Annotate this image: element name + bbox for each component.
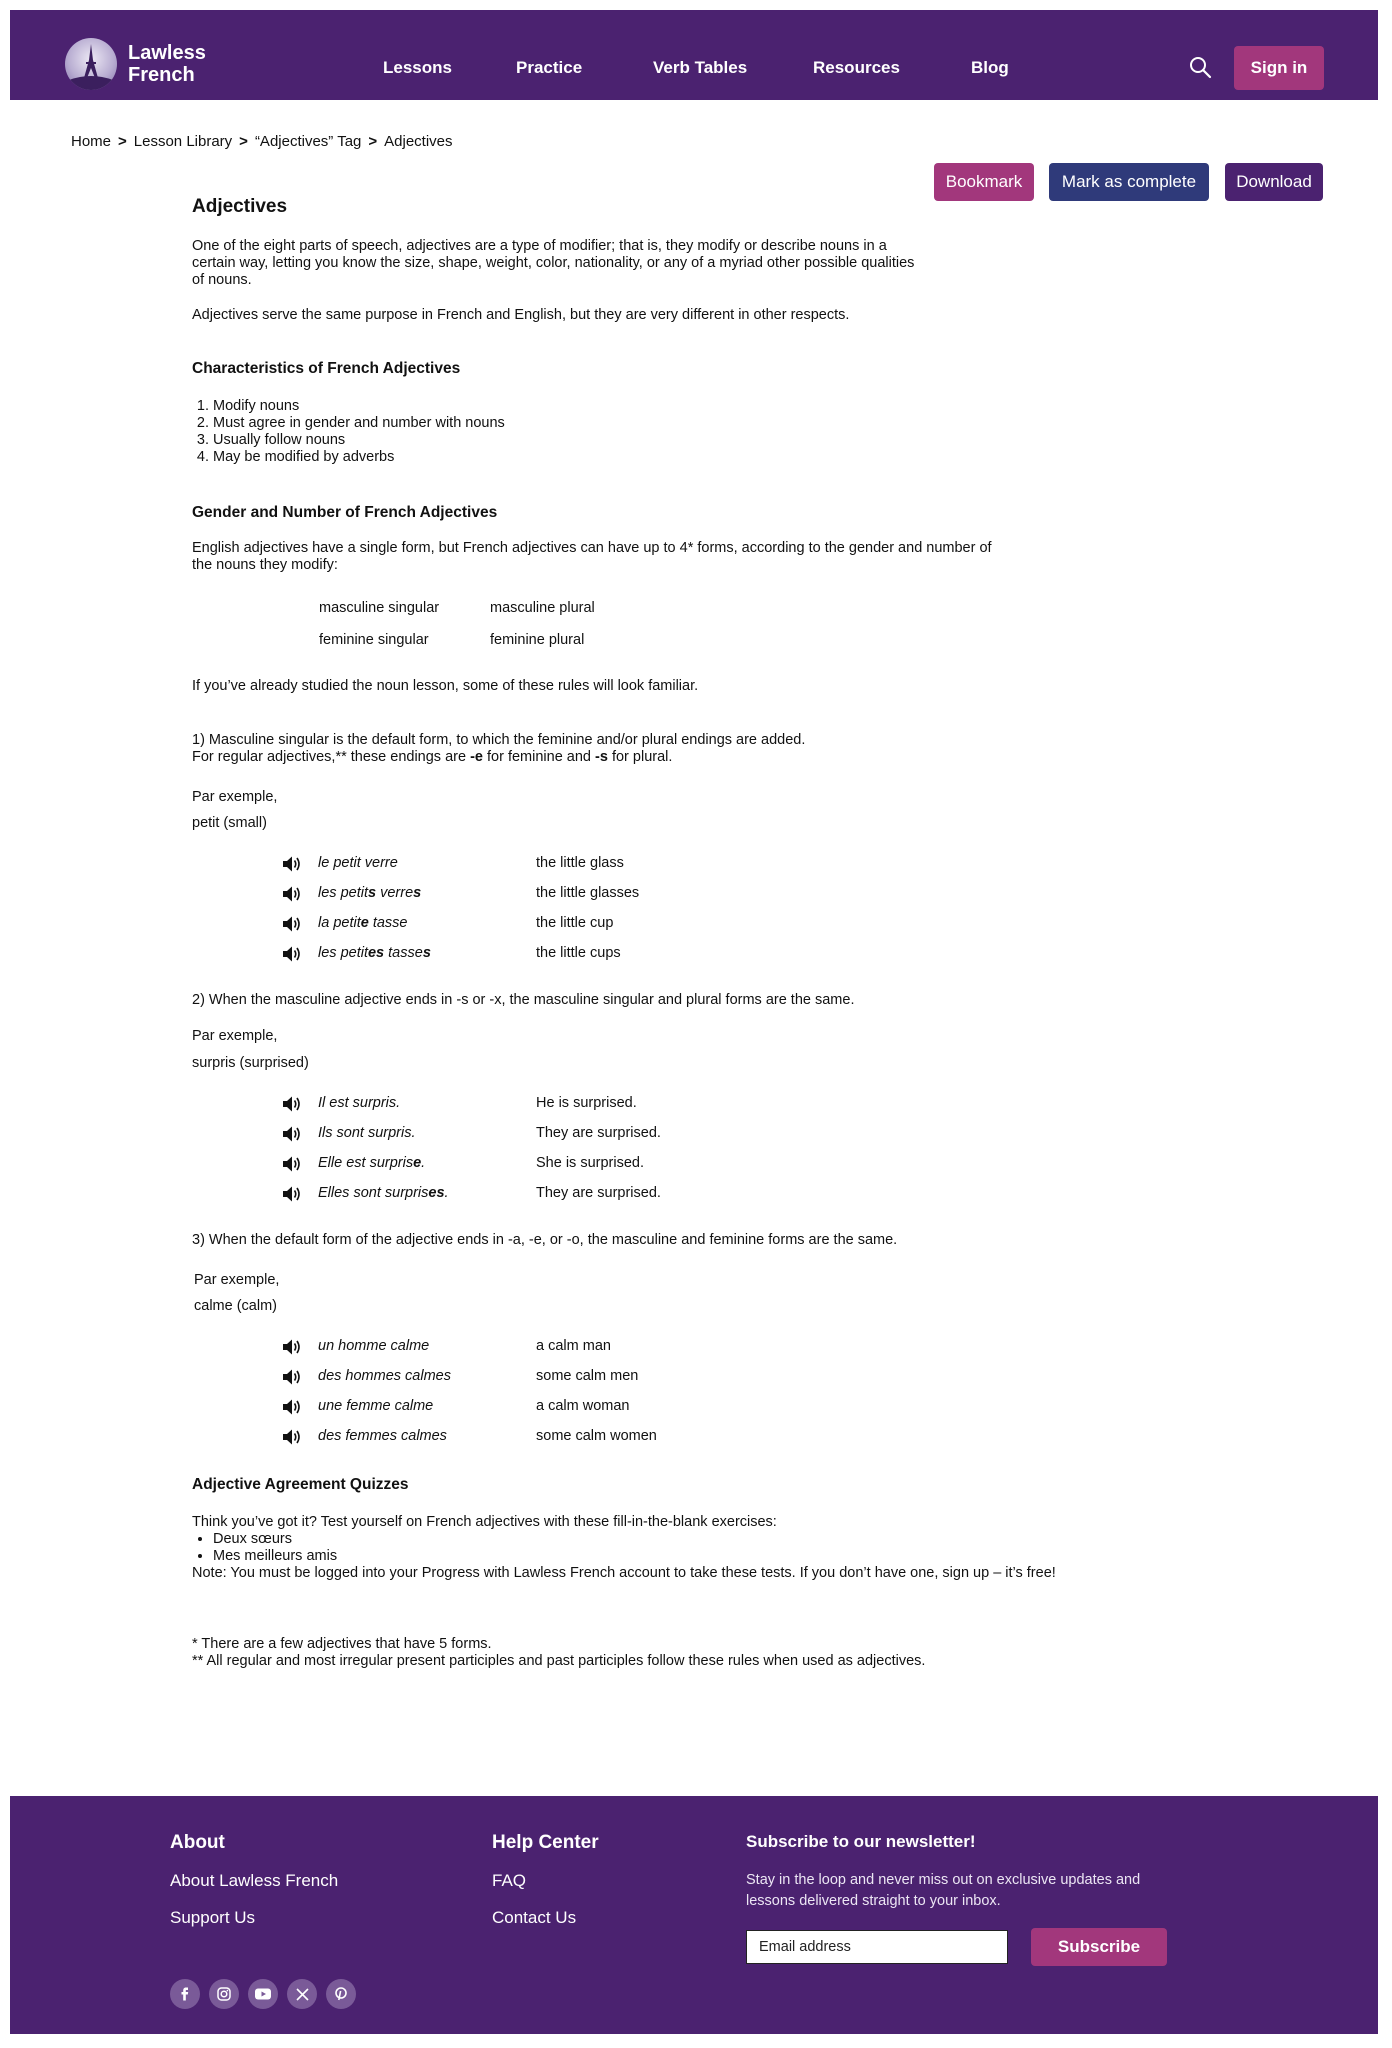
rule-2: 2) When the masculine adjective ends in -s or -x, the masculine singular and plural forms are the same.	[192, 992, 855, 1008]
english-translation: the little glasses	[536, 885, 640, 901]
section-heading-quizzes: Adjective Agreement Quizzes	[192, 1476, 409, 1493]
download-button[interactable]: Download	[1225, 163, 1323, 201]
list-item: 2. Must agree in gender and number with nouns	[213, 415, 505, 432]
phrase-part: tasse	[384, 945, 423, 961]
phrase-part: les petit	[318, 885, 368, 901]
english-translation: She is surprised.	[536, 1155, 644, 1171]
pinterest-icon[interactable]	[326, 1979, 356, 2009]
french-phrase	[318, 1428, 447, 1444]
english-translation: a calm woman	[536, 1398, 630, 1414]
newsletter-heading: Subscribe to our newsletter!	[746, 1832, 976, 1851]
par-exemple-label: Par exemple,	[192, 1028, 278, 1044]
french-phrase	[318, 1185, 449, 1201]
speaker-icon[interactable]	[282, 855, 302, 873]
example-word: surpris (surprised)	[192, 1055, 309, 1071]
nav-lessons[interactable]: Lessons	[383, 58, 452, 77]
phrase-part: une femme calme	[318, 1398, 434, 1414]
speaker-icon[interactable]	[282, 1185, 302, 1203]
french-phrase	[318, 1125, 416, 1141]
french-phrase	[318, 885, 421, 901]
subscribe-button[interactable]: Subscribe	[1031, 1928, 1167, 1966]
phrase-part: .	[444, 1185, 449, 1201]
agreement-ending: es	[428, 1185, 445, 1201]
form-feminine-plural: feminine plural	[490, 632, 585, 648]
form-masculine-singular: masculine singular	[319, 600, 440, 616]
french-phrase	[318, 1398, 433, 1414]
section-heading-characteristics: Characteristics of French Adjectives	[192, 360, 461, 377]
agreement-ending: s	[367, 885, 377, 901]
quiz-intro: Think you’ve got it? Test yourself on French adjectives with these fill-in-the-blank exercises:	[192, 1514, 777, 1530]
intro-paragraph: One of the eight parts of speech, adjectives are a type of modifier; that is, they modify or describe nouns in a certain way, letting you know the size, shape, weight, color, nationality, or any of a myriad other possible qualities of nouns.	[192, 238, 915, 288]
logo-text[interactable]	[128, 42, 206, 86]
x-icon[interactable]	[287, 1979, 317, 2009]
french-phrase	[318, 1338, 429, 1354]
phrase-part: .	[421, 1155, 426, 1171]
page-frame	[10, 10, 1378, 2034]
site-header	[10, 10, 1378, 100]
nav-verb-tables[interactable]: Verb Tables	[653, 58, 748, 77]
rule-1-endings	[192, 749, 1092, 766]
english-translation: the little cup	[536, 915, 614, 931]
breadcrumb-lesson-library[interactable]: Lesson Library	[133, 133, 233, 150]
noun-note: If you’ve already studied the noun lesson, some of these rules will look familiar.	[192, 678, 699, 694]
speaker-icon[interactable]	[282, 1428, 302, 1446]
breadcrumb-home[interactable]: Home	[71, 133, 112, 150]
phrase-part: Elle est surpris	[318, 1155, 414, 1171]
speaker-icon[interactable]	[282, 1398, 302, 1416]
phrase-part: un homme calme	[318, 1338, 430, 1354]
phrase-part: le petit verre	[318, 855, 398, 871]
speaker-icon[interactable]	[282, 885, 302, 903]
footnote-2: ** All regular and most irregular present participles and past participles follow these rules when used as adjectives.	[192, 1653, 926, 1669]
example-word: petit (small)	[192, 815, 267, 831]
list-item: 4. May be modified by adverbs	[213, 449, 505, 466]
english-translation: some calm men	[536, 1368, 639, 1384]
ending-s: -s	[595, 749, 608, 765]
example-word: calme (calm)	[194, 1298, 277, 1314]
speaker-icon[interactable]	[282, 1125, 302, 1143]
speaker-icon[interactable]	[282, 1368, 302, 1386]
phrase-part: verre	[376, 885, 414, 901]
rule-1-line: 1) Masculine singular is the default form, to which the feminine and/or plural endings are added.	[192, 732, 806, 748]
rule-text: for feminine and	[482, 749, 596, 765]
breadcrumb-tag[interactable]: “Adjectives” Tag	[254, 133, 362, 150]
phrase-part: Ils sont surpris.	[318, 1125, 416, 1141]
french-phrase	[318, 945, 431, 961]
nav-resources[interactable]: Resources	[813, 58, 900, 77]
french-phrase	[318, 855, 398, 871]
gender-paragraph: English adjectives have a single form, but French adjectives can have up to 4* forms, according to the gender and number of the nouns they modify:	[192, 540, 992, 573]
english-translation: a calm man	[536, 1338, 611, 1354]
footer-about-heading: About	[170, 1832, 225, 1853]
form-masculine-plural: masculine plural	[490, 600, 595, 616]
sign-in-button[interactable]: Sign in	[1234, 46, 1324, 90]
quiz-link-deux-soeurs[interactable]: • Deux sœurs	[213, 1531, 337, 1548]
quiz-link-mes-meilleurs-amis[interactable]: • Mes meilleurs amis	[213, 1548, 337, 1565]
breadcrumb-separator: >	[239, 133, 248, 150]
ending-e: -e	[470, 749, 483, 765]
par-exemple-label: Par exemple,	[192, 789, 278, 805]
breadcrumb-current: Adjectives	[384, 133, 453, 150]
english-translation: They are surprised.	[536, 1185, 661, 1201]
nav-blog[interactable]: Blog	[971, 58, 1009, 77]
phrase-part: les petit	[318, 945, 368, 961]
footer-link-faq[interactable]: FAQ	[492, 1871, 527, 1890]
english-translation: the little glass	[536, 855, 624, 871]
list-item: 1. Modify nouns	[213, 398, 505, 415]
phrase-part: la petit	[318, 915, 361, 931]
newsletter-text: Stay in the loop and never miss out on exclusive updates and lessons delivered straight to your inbox.	[746, 1872, 1141, 1909]
mark-complete-button[interactable]: Mark as complete	[1049, 163, 1209, 201]
agreement-ending: es	[367, 945, 385, 961]
french-phrase	[318, 915, 408, 931]
english-translation: the little cups	[536, 945, 621, 961]
logo-line-1: Lawless	[128, 42, 206, 64]
page-title: Adjectives	[192, 196, 288, 217]
form-feminine-singular: feminine singular	[319, 632, 429, 648]
facebook-icon[interactable]	[170, 1979, 200, 2009]
phrase-part: des hommes calmes	[318, 1368, 451, 1384]
search-icon[interactable]	[1188, 55, 1212, 79]
quiz-note: Note: You must be logged into your Progress with Lawless French account to take these tests. If you don’t have one, sign up – it’s free!	[192, 1565, 1056, 1581]
rule-3: 3) When the default form of the adjective ends in -a, -e, or -o, the masculine and feminine forms are the same.	[192, 1232, 898, 1248]
english-translation: He is surprised.	[536, 1095, 637, 1111]
agreement-ending: s	[422, 945, 431, 961]
quiz-list	[192, 1531, 337, 1565]
speaker-icon[interactable]	[282, 1338, 302, 1356]
footer-link-support[interactable]: Support Us	[170, 1908, 256, 1927]
email-input[interactable]: Email address	[746, 1930, 1008, 1964]
french-phrase	[318, 1155, 425, 1171]
phrase-part: tasse	[368, 915, 408, 931]
english-translation: They are surprised.	[536, 1125, 661, 1141]
speaker-icon[interactable]	[282, 945, 302, 963]
rule-text: For regular adjectives,** these endings are	[192, 749, 471, 765]
agreement-ending: s	[413, 885, 422, 901]
breadcrumb-separator: >	[368, 133, 378, 150]
footer-link-contact[interactable]: Contact Us	[492, 1908, 577, 1927]
section-heading-gender-number: Gender and Number of French Adjectives	[192, 504, 498, 521]
intro-paragraph-2: Adjectives serve the same purpose in French and English, but they are very different in other respects.	[192, 307, 850, 323]
phrase-part: Il est surpris.	[318, 1095, 401, 1111]
logo-line-2: French	[128, 64, 195, 86]
breadcrumb-separator: >	[118, 133, 127, 150]
bookmark-button[interactable]: Bookmark	[934, 163, 1034, 201]
french-phrase	[318, 1368, 451, 1384]
breadcrumb	[71, 133, 453, 150]
rule-text: for plural.	[607, 749, 673, 765]
nav-practice[interactable]: Practice	[516, 58, 583, 77]
phrase-part: Elles sont surpris	[318, 1185, 429, 1201]
agreement-ending: e	[413, 1155, 422, 1171]
characteristics-list	[192, 398, 505, 466]
rule-1	[192, 732, 1092, 766]
list-item: 3. Usually follow nouns	[213, 432, 505, 449]
agreement-ending: e	[360, 915, 369, 931]
footer-link-about[interactable]: About Lawless French	[170, 1871, 339, 1890]
footnote-1: * There are a few adjectives that have 5 forms.	[192, 1636, 492, 1652]
site-footer	[10, 1796, 1378, 2034]
footer-help-heading: Help Center	[492, 1832, 599, 1853]
phrase-part: des femmes calmes	[318, 1428, 447, 1444]
youtube-icon[interactable]	[248, 1979, 278, 2009]
speaker-icon[interactable]	[282, 915, 302, 933]
instagram-icon[interactable]	[209, 1979, 239, 2009]
french-phrase	[318, 1095, 400, 1111]
logo-eiffel-icon[interactable]	[65, 38, 117, 90]
speaker-icon[interactable]	[282, 1155, 302, 1173]
par-exemple-label: Par exemple,	[194, 1272, 280, 1288]
english-translation: some calm women	[536, 1428, 657, 1444]
speaker-icon[interactable]	[282, 1095, 302, 1113]
